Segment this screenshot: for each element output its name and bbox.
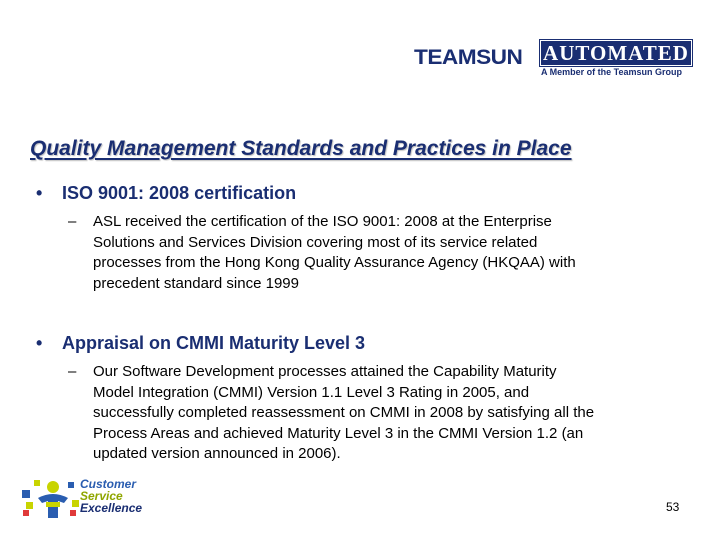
slide-title: Quality Management Standards and Practices in Place: [30, 137, 572, 160]
detail-line: Our Software Development processes attained the Capability Maturity: [93, 363, 557, 380]
sub-bullet-marker: –: [68, 363, 77, 380]
detail-line: ASL received the certification of the ISO 9001: 2008 at the Enterprise: [93, 213, 552, 230]
bullet-cmmi: [36, 333, 365, 354]
logo-teamsun-text: TEAMSUN: [414, 46, 523, 69]
detail-line: successfully completed reassessment on CMMI in 2008 by satisfying all the: [93, 404, 595, 421]
cse-label: [80, 478, 142, 514]
cse-figure-icon: [20, 476, 82, 520]
bullet-iso-detail: [68, 212, 688, 294]
detail-line: updated version announced in 2006).: [93, 445, 341, 462]
bullet-cmmi-detail: [68, 362, 688, 465]
customer-service-excellence-badge: [20, 476, 150, 520]
cse-line: Service: [80, 489, 123, 503]
detail-line: precedent standard since 1999: [93, 274, 299, 292]
bullet-heading: ISO 9001: 2008 certification: [62, 183, 297, 203]
teamsun-automated-logo: [414, 40, 696, 80]
detail-line: Solutions and Services Division covering most of its service related: [93, 233, 538, 251]
detail-line: Model Integration (CMMI) Version 1.1 Level 3 Rating in 2005, and: [93, 383, 530, 401]
cse-line: Excellence: [80, 501, 143, 515]
page-number: 53: [666, 500, 680, 514]
bullet-marker: •: [36, 333, 43, 353]
sub-bullet-marker: –: [68, 213, 77, 230]
detail-line: processes from the Hong Kong Quality Assurance Agency (HKQAA) with: [93, 254, 576, 271]
bullet-marker: •: [36, 183, 43, 203]
bullet-heading: Appraisal on CMMI Maturity Level 3: [62, 333, 366, 353]
bullet-iso: [36, 183, 296, 204]
logo-tagline: A Member of the Teamsun Group: [541, 67, 683, 77]
detail-line: Process Areas and achieved Maturity Level 3 in the CMMI Version 1.2 (an: [93, 424, 584, 442]
cse-line: Customer: [80, 477, 137, 491]
logo-automated-box: AUTOMATED: [541, 41, 691, 65]
